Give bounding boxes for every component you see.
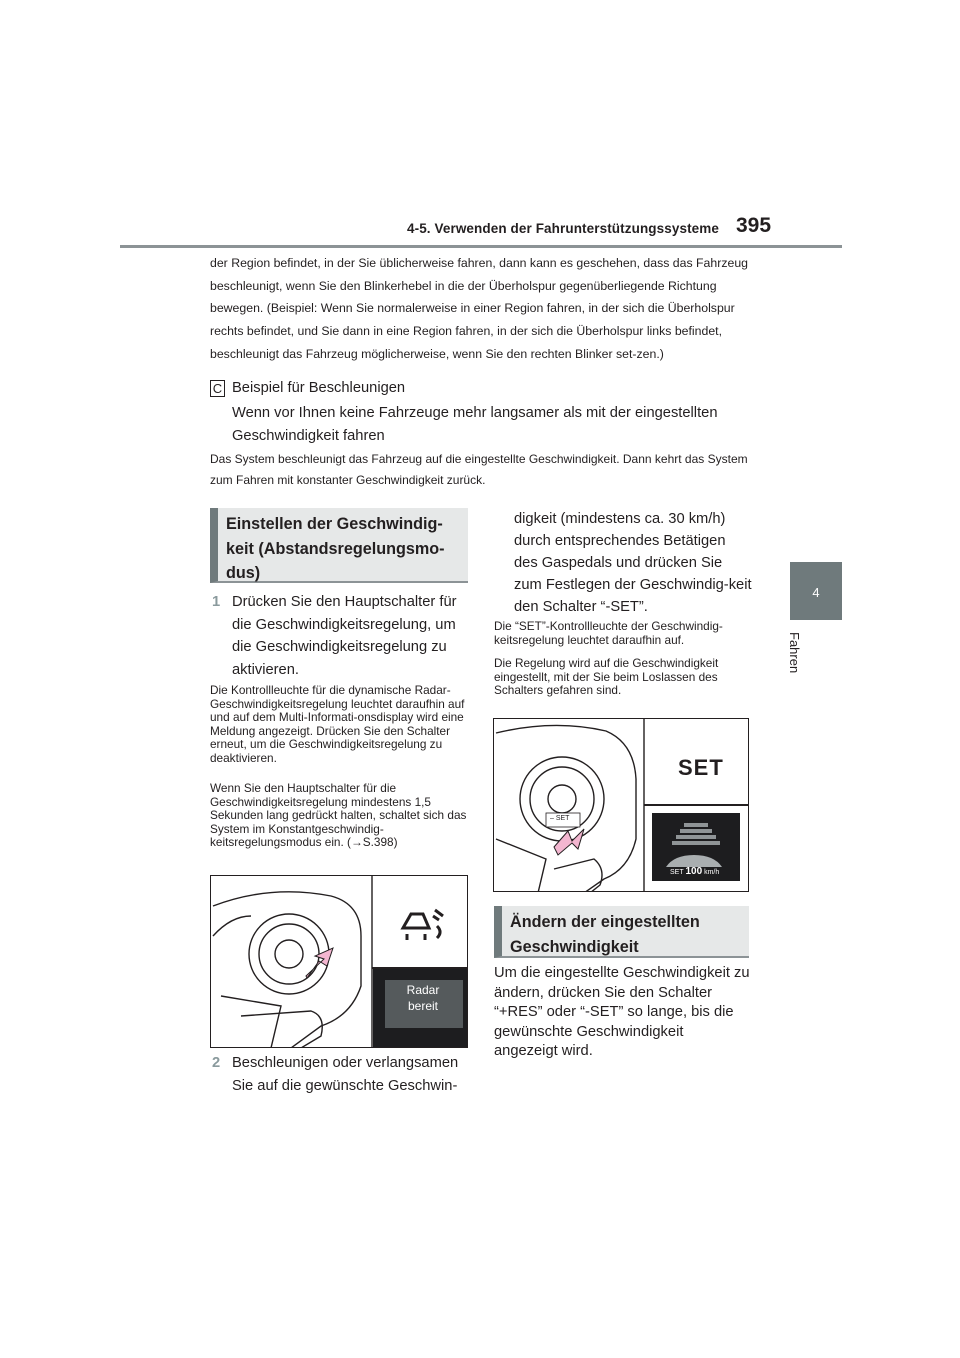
step-1 xyxy=(212,591,470,679)
set-switch-label: – SET xyxy=(550,815,570,822)
step-2-continued: digkeit (mindestens ca. 30 km/h) durch entsprechendes Betätigen des Gaspedals und drücken Sie zum Festlegen der Geschwindig-keit den Schalter “-SET”. xyxy=(514,511,752,615)
press-arrow-icon xyxy=(554,829,584,855)
note-constant-speed-mode: Wenn Sie den Hauptschalter für die Geschwindigkeitsregelung mindestens 1,5 Sekunden lang gedrückt halten, schaltet sich das System im Konstantgeschwindig-keitsregelungsmodus ein. (→S.398) xyxy=(210,781,467,850)
step-2 xyxy=(212,1052,470,1094)
figure-set-switch xyxy=(493,718,749,892)
step-2-number: 2 xyxy=(212,1055,221,1071)
display-speed-readout xyxy=(670,866,719,877)
step-1-text: Drücken Sie den Hauptschalter für die Geschwindigkeitsregelung, um die Geschwindigkeitsregelung zu aktivieren. xyxy=(232,594,457,679)
radar-cruise-icon xyxy=(403,910,443,940)
example-label-box: C xyxy=(210,380,225,397)
chapter-tab-number: 4 xyxy=(812,585,820,600)
chapter-tab-label: Fahren xyxy=(787,632,802,674)
note-set-indicator: Die “SET”-Kontrollleuchte der Geschwindig-keitsregelung leuchtet daraufhin auf. xyxy=(494,619,723,647)
step-2-text: Beschleunigen oder verlangsamen Sie auf die gewünschte Geschwin- xyxy=(232,1055,459,1094)
example-description: Das System beschleunigt das Fahrzeug auf die eingestellte Geschwindigkeit. Dann kehrt das System zum Fahren mit konstanter Geschwindigkeit zurück. xyxy=(210,452,748,487)
page-number: 395 xyxy=(736,214,772,237)
step-1-number: 1 xyxy=(212,594,221,610)
section-heading-change-speed: Ändern der eingestellten Geschwindigkeit xyxy=(494,906,749,958)
display-text-line2: bereit xyxy=(407,999,439,1013)
display-set-label: SET xyxy=(670,869,684,876)
section-heading-set-speed: Einstellen der Geschwindig-keit (Abstandsregelungsmo-dus) xyxy=(210,508,468,583)
display-speed-unit: km/h xyxy=(704,869,720,876)
set-indicator-text: SET xyxy=(678,755,724,780)
display-text-line1: Radar xyxy=(406,983,440,997)
example-subtitle: Wenn vor Ihnen keine Fahrzeuge mehr langsamer als mit der eingestellten Geschwindigkeit fahren xyxy=(232,405,718,444)
running-header-title: 4-5. Verwenden der Fahrunterstützungssysteme xyxy=(407,221,719,236)
display-speed-value: 100 xyxy=(685,866,703,877)
intro-paragraph: der Region befindet, in der Sie üblicherweise fahren, dann kann es geschehen, dass das Fahrzeug beschleunigt, wenn Sie den Blinkerhebel in die der Überholspur gegenüberliegende Richtung bewegen. (Beispiel: Wenn Sie normalerweise in einer Region fahren, in der sich die Überholspur rechts befindet, und Sie dann in eine Region fahren, in der sich die Überholspur links befindet, beschleunigt das Fahrzeug möglicherweise, wenn Sie den rechten Blinker set-zen.) xyxy=(210,256,748,361)
note-indicator-light: Die Kontrollleuchte für die dynamische Radar-Geschwindigkeitsregelung leuchtet daraufhin auf und auf dem Multi-Informati-onsdisplay wird eine Meldung angezeigt. Drücken Sie den Schalter erneut, um die Geschwindigkeitsregelung zu deaktivieren. xyxy=(210,683,465,765)
header-divider xyxy=(120,245,842,248)
example-title: Beispiel für Beschleunigen xyxy=(232,380,406,396)
note-speed-set: Die Regelung wird auf die Geschwindigkeit eingestellt, mit der Sie beim Loslassen des Schalters gefahren sind. xyxy=(494,656,719,698)
figure-main-switch xyxy=(210,875,468,1048)
figure-main-switch-illustration xyxy=(211,876,468,1048)
change-speed-paragraph: Um die eingestellte Geschwindigkeit zu ändern, drücken Sie den Schalter “+RES” oder “-SET” so lange, bis die gewünschte Geschwindigkeit angezeigt wird. xyxy=(494,965,750,1060)
